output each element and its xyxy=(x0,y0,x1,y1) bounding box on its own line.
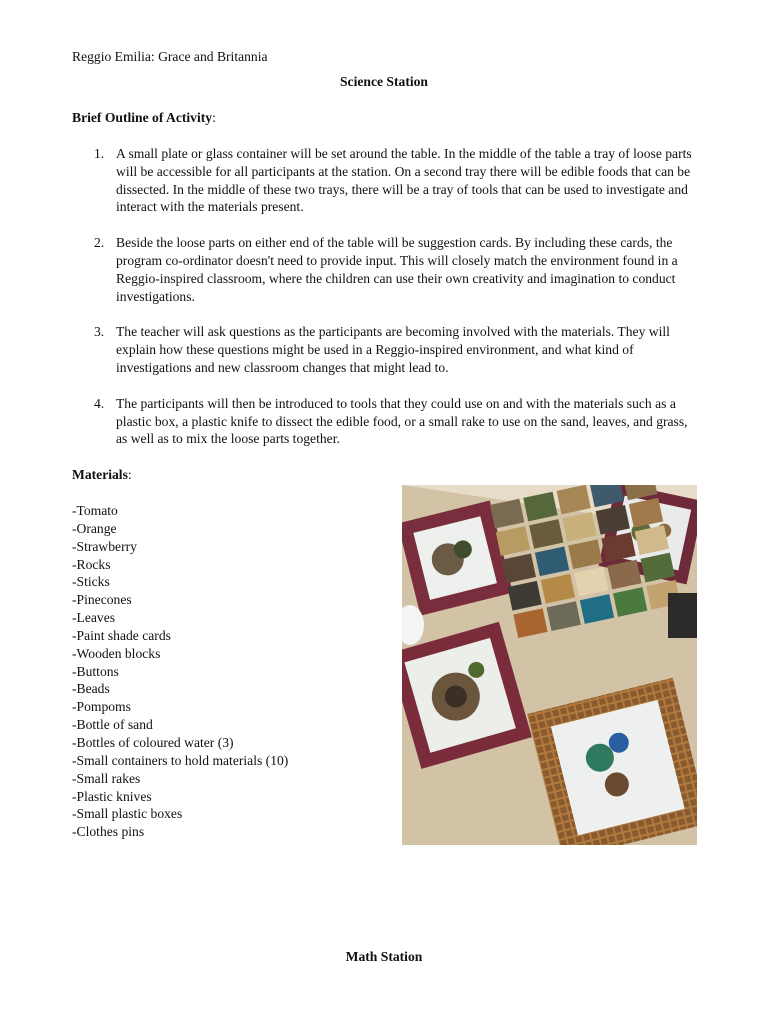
material-item: -Leaves xyxy=(72,610,116,626)
activity-steps-list xyxy=(72,145,692,466)
material-item: -Wooden blocks xyxy=(72,645,161,661)
material-item: -Small plastic boxes xyxy=(72,806,183,822)
step-number: 4. xyxy=(94,395,105,411)
materials-heading-text: Materials xyxy=(72,467,128,482)
material-item: -Paint shade cards xyxy=(72,627,171,643)
step-text: Beside the loose parts on either end of the table will be suggestion cards. By including these cards, the program co-ordinator doesn't need to provide input. This will closely match the environment found in a Reggio-inspired classroom, where the children can use their own creativity and imagination to conduct investigations. xyxy=(116,235,678,304)
material-item: -Buttons xyxy=(72,663,119,679)
material-item: -Rocks xyxy=(72,556,111,572)
activity-step xyxy=(72,395,692,448)
activity-step xyxy=(72,234,692,305)
photo-illustration xyxy=(402,485,697,845)
material-item: -Bottles of coloured water (3) xyxy=(72,734,234,750)
material-item: -Pinecones xyxy=(72,592,132,608)
step-number: 3. xyxy=(94,324,105,340)
step-text: The teacher will ask questions as the participants are becoming involved with the materials. They will explain how these questions might be used in a Reggio-inspired environment, and what kind of investigations and new classroom changes that might lead to. xyxy=(116,324,670,375)
activity-step xyxy=(72,323,692,376)
science-station-title: Science Station xyxy=(340,74,428,89)
step-text: The participants will then be introduced to tools that they could use on and with the materials such as a plastic box, a plastic knife to dissect the edible food, or a small rake to use on the sand, leaves, and grass, as well as to mix the loose parts together. xyxy=(116,395,688,447)
material-item: -Sticks xyxy=(72,574,110,590)
material-item: -Tomato xyxy=(72,503,118,518)
activity-step xyxy=(72,145,692,216)
material-item: -Plastic knives xyxy=(72,788,152,804)
material-item: -Small containers to hold materials (10) xyxy=(72,752,289,768)
materials-heading-colon: : xyxy=(127,467,132,482)
outline-heading-colon: : xyxy=(212,110,216,125)
step-number: 2. xyxy=(94,235,105,251)
materials-list xyxy=(72,502,288,841)
science-station-photo xyxy=(402,485,697,845)
outline-heading xyxy=(72,109,216,127)
material-item: -Strawberry xyxy=(72,538,137,554)
step-text: A small plate or glass container will be set around the table. In the middle of the table a tray of loose parts will be accessible for all participants at the station. On a second tray there will be edible foods that can be dissected. In the middle of these two trays, there will be a tray of tools that can be used to investigate and interact with the materials present. xyxy=(116,146,692,215)
outline-heading-text: Brief Outline of Activity xyxy=(72,110,213,125)
step-number: 1. xyxy=(94,146,105,161)
math-station-title: Math Station xyxy=(345,949,423,964)
material-item: -Pompoms xyxy=(72,699,131,715)
material-item: -Orange xyxy=(72,520,117,536)
authors-line: Reggio Emilia: Grace and Britannia xyxy=(72,49,268,64)
material-item: -Bottle of sand xyxy=(72,717,153,733)
material-item: -Small rakes xyxy=(72,770,141,786)
material-item: -Beads xyxy=(72,681,110,697)
materials-heading xyxy=(72,466,132,484)
material-item: -Clothes pins xyxy=(72,824,145,840)
dark-tray-edge xyxy=(668,593,697,638)
